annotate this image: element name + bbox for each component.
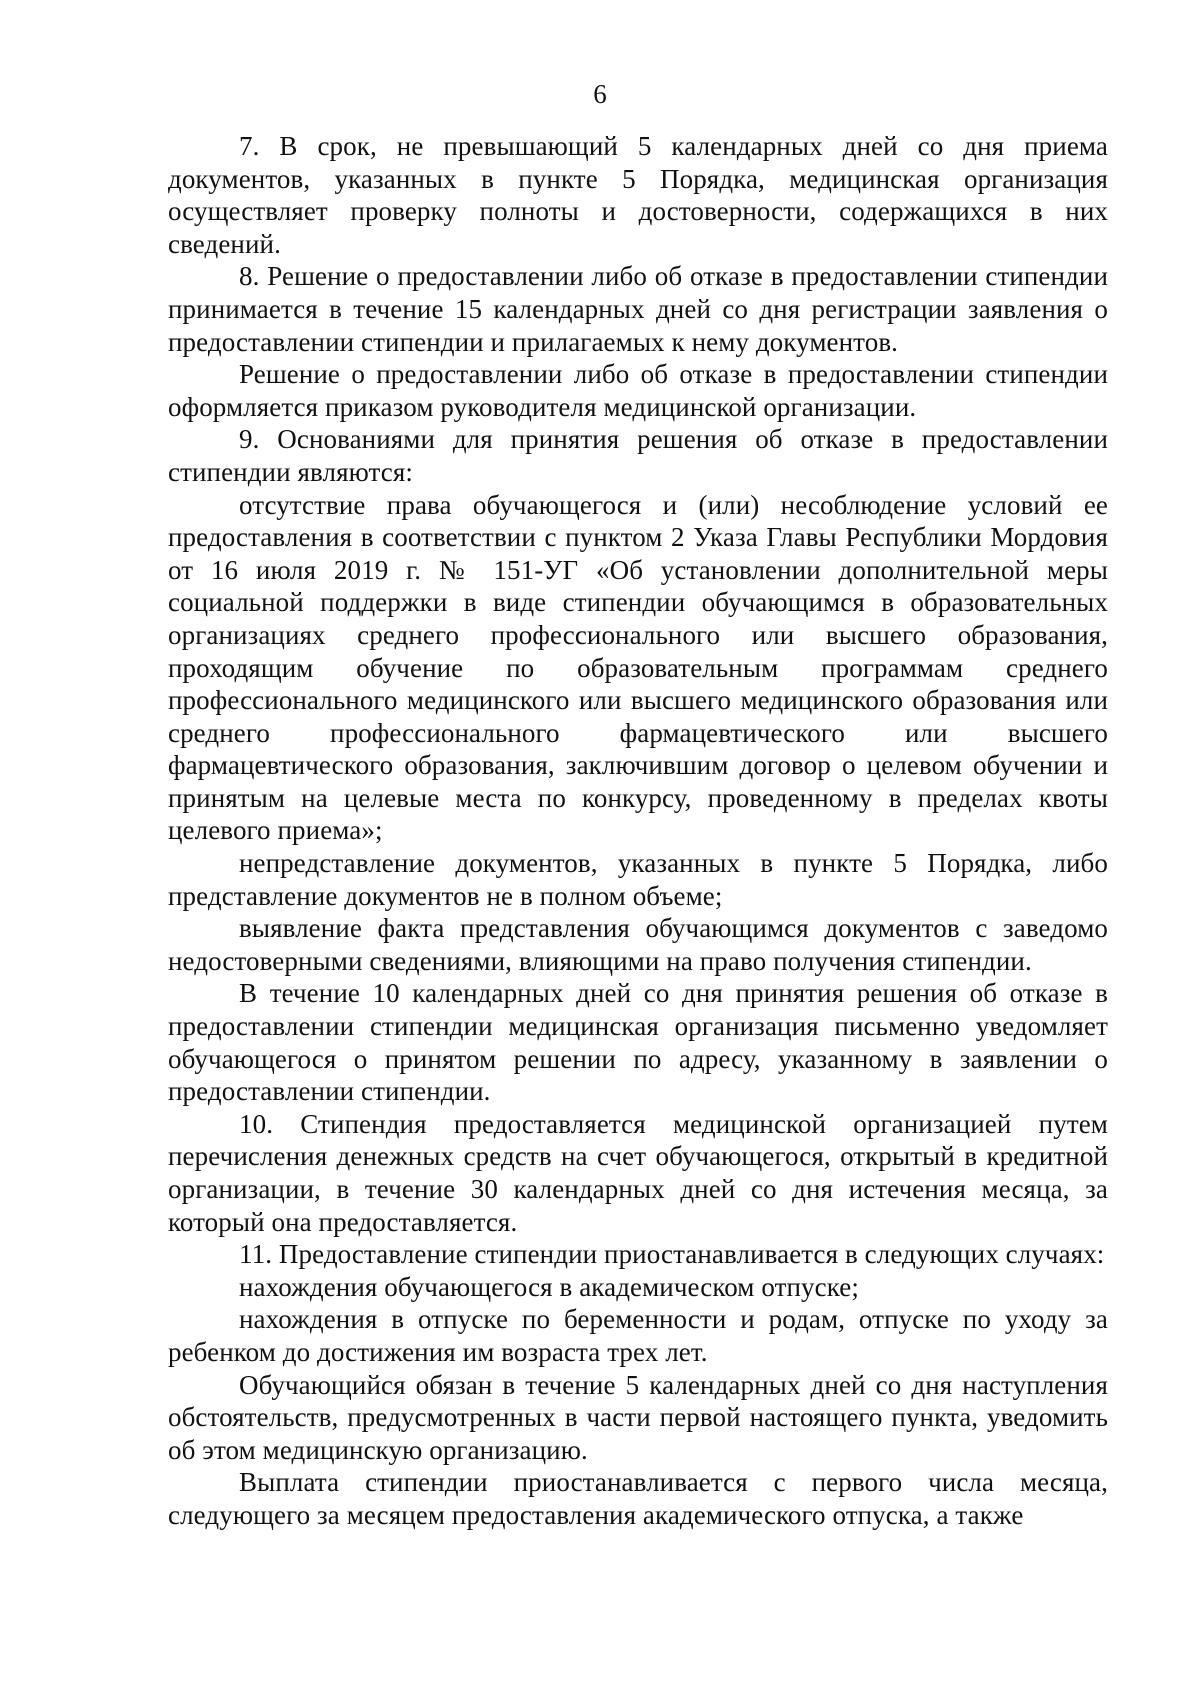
paragraph-7: 7. В срок, не превышающий 5 календарных дней со дня приема документов, указанных в пункте 5 Порядка, медицинская организация осуществляет проверку полноты и достоверности, содержащихся в них сведений. <box>168 131 1108 259</box>
paragraph-9-ground-2: непредставление документов, указанных в пункте 5 Порядка, либо представление документов не в полном объеме; <box>168 848 1108 911</box>
paragraph-11-case-1: нахождения обучающегося в академическом отпуске; <box>239 1271 859 1302</box>
paragraph-9-ground-3: выявление факта представления обучающимся документов с заведомо недостоверными сведениями, влияющими на право получения стипендии. <box>168 913 1108 976</box>
paragraph-8: 8. Решение о предоставлении либо об отказе в предоставлении стипендии принимается в течение 15 календарных дней со дня регистрации заявления о предоставлении стипендии и прилагаемых к нему документов. <box>168 261 1108 357</box>
paragraph-11-case-2: нахождения в отпуске по беременности и родам, отпуске по уходу за ребенком до достижения им возраста трех лет. <box>168 1304 1108 1367</box>
paragraph-9-ground-1: отсутствие права обучающегося и (или) несоблюдение условий ее предоставления в соответствии с пунктом 2 Указа Главы Республики Мордовия от 16 июля 2019 г. № 151-УГ «Об установлении дополнительной меры социальной поддержки в виде стипендии обучающимся в образовательных организациях среднего профессионального или высшего образования, проходящим обучение по образовательным программам среднего профессионального медицинского или высшего медицинского образования или среднего профессионального фармацевтического или высшего фармацевтического образования, заключившим договор о целевом обучении и принятым на целевые места по конкурсу, проведенному в пределах квоты целевого приема»; <box>168 489 1108 846</box>
paragraph-8-decision: Решение о предоставлении либо об отказе в предоставлении стипендии оформляется приказом руководителя медицинской организации. <box>168 359 1108 422</box>
page-number: 6 <box>593 79 607 109</box>
paragraph-9-notice: В течение 10 календарных дней со дня принятия решения об отказе в предоставлении стипендии медицинская организация письменно уведомляет обучающегося о принятом решении по адресу, указанному в заявлении о предоставлении стипендии. <box>168 978 1108 1107</box>
document-body <box>168 130 1108 1532</box>
paragraph-9: 9. Основаниями для принятия решения об отказе в предоставлении стипендии являются: <box>168 424 1108 487</box>
paragraph-11: 11. Предоставление стипендии приостанавливается в следующих случаях: <box>239 1239 1105 1270</box>
paragraph-10: 10. Стипендия предоставляется медицинской организацией путем перечисления денежных средств на счет обучающегося, открытый в кредитной организации, в течение 30 календарных дней со дня истечения месяца, за который она предоставляется. <box>168 1108 1108 1237</box>
paragraph-11-obligation: Обучающийся обязан в течение 5 календарных дней со дня наступления обстоятельств, предусмотренных в части первой настоящего пункта, уведомить об этом медицинскую организацию. <box>168 1369 1108 1465</box>
paragraph-11-payment: Выплата стипендии приостанавливается с первого числа месяца, следующего за месяцем предоставления академического отпуска, а также <box>168 1467 1108 1530</box>
